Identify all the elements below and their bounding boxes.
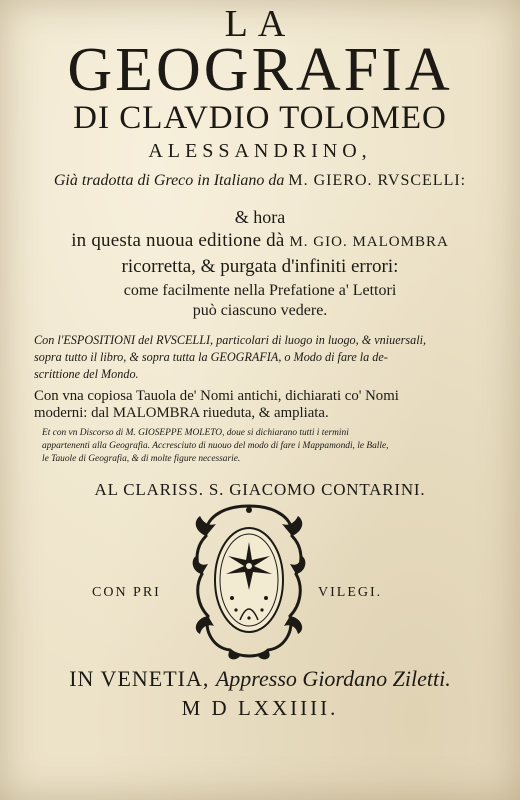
imprint-date: M D LXXIIII. <box>181 696 339 720</box>
tauola-line-2: moderni: dal MALOMBRA riueduta, & ampliata. <box>34 405 329 421</box>
tauola-line-1: Con vna copiosa Tauola de' Nomi antichi, dichiarati co' Nomi <box>34 388 399 404</box>
translator-name: M. GIERO. RVSCELLI: <box>288 172 467 189</box>
title-la: LA <box>224 3 296 45</box>
discorso-line-2: appartenenti alla Geografia. Accresciuto di nuouo del modo di fare i Mappamondi, le Balle, <box>42 441 389 451</box>
and-now-line: & hora <box>234 207 286 227</box>
editor-name: M. GIO. MALOMBRA <box>289 234 449 250</box>
author-line: DI CLAVDIO TOLOMEO <box>73 100 447 136</box>
can-see-line: può ciascuno vedere. <box>192 302 328 319</box>
imprint-line <box>0 666 520 692</box>
imprint-printer: Appresso Giordano Ziletti. <box>215 666 451 691</box>
privilege-right: VILEGI. <box>318 585 383 600</box>
translation-line <box>0 172 520 190</box>
discorso-line-3: le Tauole di Geografia, & di molte figure necessarie. <box>42 454 241 464</box>
imprint-place: IN VENETIA, <box>69 666 210 691</box>
discorso-line-1: Et con vn Discorso di M. GIOSEPPE MOLETO, doue si dichiarano tutti i termini <box>42 428 349 438</box>
preface-line: come facilmente nella Prefatione a' Lettori <box>123 282 397 299</box>
corrected-line: ricorretta, & purgata d'infiniti errori: <box>121 256 399 277</box>
expositions-line-1: Con l'ESPOSITIONI del RVSCELLI, particolari di luogo in luogo, & vniuersali, <box>34 333 427 347</box>
printer-device-emblem <box>190 502 308 662</box>
edition-text: in questa nuoua editione dà <box>71 230 285 251</box>
dedication-line: AL CLARISS. S. GIACOMO CONTARINI. <box>94 480 426 499</box>
privilege-left: CON PRI <box>92 585 161 600</box>
translation-text: Già tradotta di Greco in Italiano da <box>53 172 285 189</box>
expositions-line-3: scrittione del Mondo. <box>34 367 139 381</box>
edition-line <box>0 230 520 252</box>
origin-line: ALESSANDRINO, <box>148 140 372 162</box>
title-geografia: GEOGRAFIA <box>67 36 453 104</box>
expositions-line-2: sopra tutto il libro, & sopra tutta la GEOGRAFIA, o Modo di fare la de- <box>34 350 388 364</box>
